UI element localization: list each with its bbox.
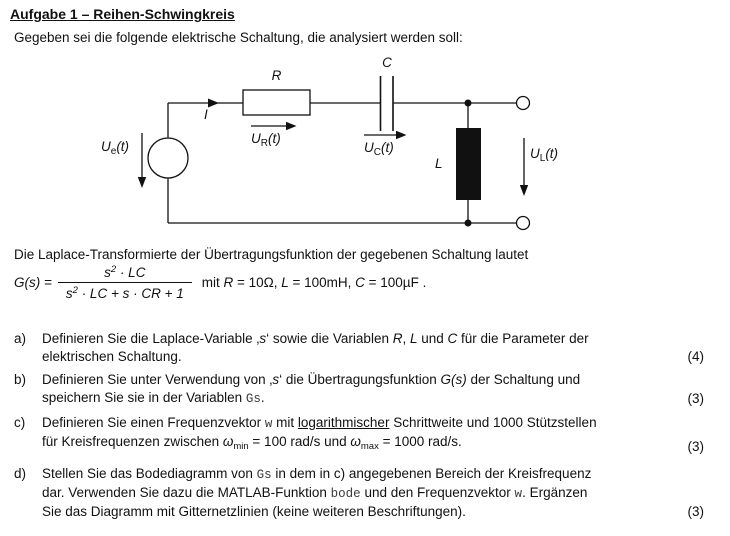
text-segment: s (259, 331, 267, 346)
task-line (42, 348, 664, 366)
task-item (14, 330, 704, 366)
task-line (42, 465, 664, 484)
task-item (14, 371, 704, 408)
source-voltage-label (101, 139, 129, 157)
capacitor-label: C (382, 55, 392, 70)
label-suffix: (t) (267, 131, 281, 146)
text-segment: speichern Sie sie in der Variablen (42, 390, 246, 405)
ur-arrowhead-icon (286, 122, 297, 130)
resistor-label: R (271, 68, 282, 83)
task-points: (3) (687, 439, 704, 454)
ul-arrowhead-icon (520, 185, 528, 196)
text-segment: = 100µF . (364, 275, 427, 290)
text-segment: elektrischen Schaltung. (42, 349, 182, 364)
text-segment: R (223, 275, 234, 290)
text-segment: = 10Ω, (233, 275, 282, 290)
task-item (14, 414, 704, 456)
text-segment: Definieren Sie einen Frequenzvektor (42, 415, 265, 430)
task-points: (3) (687, 391, 704, 406)
transfer-function-lead: Die Laplace-Transformierte der Übertragungsfunktion der gegebenen Schaltung lautet (14, 247, 529, 262)
text-segment: und (417, 331, 448, 346)
formula-fraction (58, 264, 192, 301)
terminal-top-icon (517, 97, 530, 110)
task-text (42, 465, 664, 521)
text-segment: s (104, 265, 111, 280)
text-segment: = 1000 rad/s. (378, 434, 462, 449)
text-segment: ‘ die Übertragungsfunktion (279, 372, 441, 387)
label-text: U (364, 140, 374, 155)
resistor-icon (243, 90, 310, 115)
text-segment: Gs (256, 468, 272, 482)
text-segment: = 100 rad/s und (248, 434, 351, 449)
intro-text: Gegeben sei die folgende elektrische Schaltung, die analysiert werden soll: (14, 30, 463, 45)
inductor-icon (456, 128, 481, 200)
text-segment: 2 (110, 264, 117, 275)
current-label: I (204, 107, 208, 122)
task-line (42, 389, 664, 408)
node-dot-bottom (465, 220, 472, 227)
terminal-bottom-icon (517, 217, 530, 230)
text-segment: C (447, 331, 458, 346)
task-text (42, 330, 664, 366)
resistor-voltage-label (251, 131, 281, 149)
text-segment: Stellen Sie das Bodediagramm von (42, 466, 257, 481)
label-suffix: (t) (380, 140, 394, 155)
text-segment: · LC (116, 265, 146, 280)
page-title: Aufgabe 1 – Reihen-Schwingkreis (10, 6, 235, 22)
formula-numerator (58, 264, 192, 282)
task-text (42, 414, 664, 456)
text-segment: für Kreisfrequenzen zwischen (42, 434, 223, 449)
inductor-voltage-label (530, 146, 558, 164)
current-arrowhead-icon (208, 99, 219, 108)
text-segment: Definieren Sie unter Verwendung von ‚ (42, 372, 273, 387)
task-line (42, 330, 664, 348)
label-text: U (101, 139, 111, 154)
text-segment: für die Parameter der (457, 331, 589, 346)
task-line (42, 503, 664, 521)
text-segment: Gs (245, 392, 261, 406)
task-marker: d) (14, 466, 27, 481)
text-segment: R (392, 331, 403, 346)
circuit-diagram (0, 55, 730, 241)
text-segment: C (355, 275, 365, 290)
text-segment: in dem in c) angegebenen Bereich der Kreisfrequenz (271, 466, 592, 481)
voltage-source-icon (148, 138, 188, 178)
label-suffix: (t) (545, 146, 559, 161)
text-segment: G(s) (440, 372, 467, 387)
task-marker: c) (14, 415, 26, 430)
task-line (42, 414, 664, 433)
text-segment: . (260, 390, 265, 405)
text-segment: mit (272, 415, 298, 430)
text-segment: max (360, 441, 379, 452)
task-marker: b) (14, 372, 27, 387)
task-line (42, 371, 664, 389)
text-segment: mit (201, 275, 224, 290)
text-segment: ‘ sowie die Variablen (266, 331, 393, 346)
task-item (14, 465, 704, 521)
text-segment: und den Frequenzvektor (360, 485, 515, 500)
task-list (14, 330, 704, 521)
text-segment: min (233, 441, 249, 452)
text-segment: . Ergänzen (522, 485, 588, 500)
uc-arrowhead-icon (396, 131, 407, 139)
text-segment: G(s) = (14, 275, 52, 290)
formula-parameters (202, 275, 427, 290)
text-segment: Definieren Sie die Laplace-Variable ‚ (42, 331, 260, 346)
label-text: U (530, 146, 540, 161)
text-segment: 2 (72, 285, 78, 296)
capacitor-voltage-label (364, 140, 394, 158)
task-line (42, 484, 664, 503)
transfer-function-formula (14, 264, 426, 301)
text-segment: w (264, 417, 273, 431)
text-segment: , (402, 331, 410, 346)
text-segment: w (514, 487, 523, 501)
label-sub: R (260, 138, 268, 149)
ue-arrowhead-icon (138, 177, 146, 188)
label-sub: L (539, 153, 546, 164)
text-segment: s (272, 372, 280, 387)
label-text: U (251, 131, 261, 146)
inductor-label: L (435, 156, 443, 171)
text-segment: Sie das Diagramm mit Gitternetzlinien (keine weiteren Beschriftungen). (42, 504, 466, 519)
text-segment: der Schaltung und (466, 372, 581, 387)
task-points: (4) (687, 349, 704, 364)
text-segment: ω (350, 434, 361, 449)
label-sub: e (110, 146, 117, 157)
formula-lhs (14, 275, 52, 290)
text-segment: Schrittweite und 1000 Stützstellen (389, 415, 597, 430)
text-segment: L (281, 275, 289, 290)
task-marker: a) (14, 331, 27, 346)
text-segment: bode (330, 487, 361, 501)
label-suffix: (t) (116, 139, 130, 154)
text-segment: = 100mH, (288, 275, 356, 290)
text-segment: s (65, 286, 73, 301)
text-segment: logarithmischer (297, 415, 390, 430)
task-points: (3) (687, 504, 704, 519)
text-segment: ω (222, 434, 234, 449)
task-text (42, 371, 664, 408)
text-segment: dar. Verwenden Sie dazu die MATLAB-Funktion (42, 485, 331, 500)
label-sub: C (373, 147, 381, 158)
formula-denominator (58, 282, 192, 301)
text-segment: · LC + s · CR + 1 (77, 286, 184, 301)
node-dot-top (465, 100, 472, 107)
task-line (42, 433, 664, 456)
text-segment: L (409, 331, 418, 346)
